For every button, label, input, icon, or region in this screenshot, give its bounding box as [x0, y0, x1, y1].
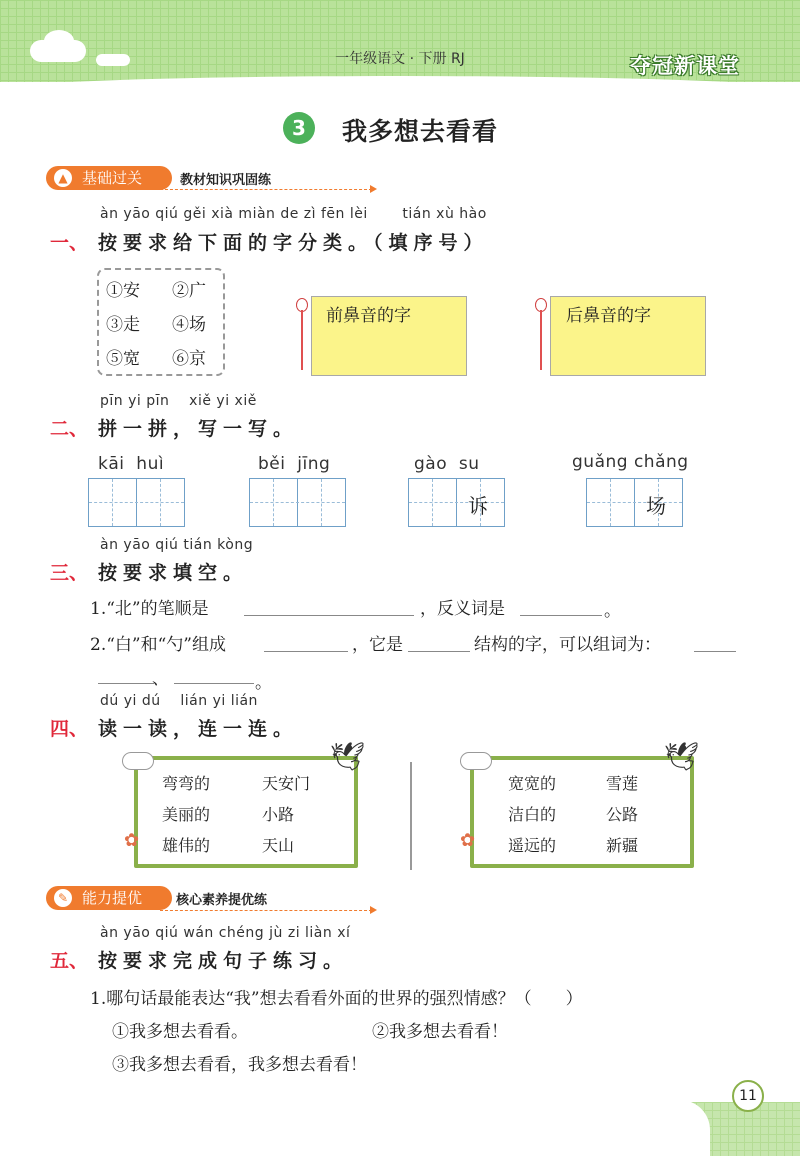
character-option: ③走 [106, 315, 140, 335]
answer-box-label: 前鼻音的字 [326, 306, 411, 326]
match-left-word[interactable]: 遥远的 [508, 836, 557, 855]
pin-icon [540, 310, 542, 370]
flower-icon: ✿ [460, 830, 476, 851]
answer-option[interactable]: ②我多想去看看！ [372, 1022, 508, 1042]
word-pinyin: kāi huì [98, 454, 165, 474]
section-banner-advanced [46, 886, 172, 910]
page-number: 11 [732, 1080, 764, 1112]
cloud-decoration [460, 752, 492, 770]
section-divider [160, 189, 372, 190]
mountain-icon: ▲ [54, 169, 72, 187]
swallow-icon: 🕊 [664, 740, 700, 773]
column-divider [410, 762, 412, 870]
section-divider [160, 910, 372, 911]
question-pinyin: àn yāo qiú gěi xià miàn de zì fēn lèi tián xù hào [100, 206, 487, 222]
question-number: 五、 [50, 950, 89, 972]
answer-option[interactable]: ①我多想去看看。 [112, 1022, 248, 1042]
book-title: 一年级语文 · 下册 RJ [335, 51, 465, 67]
question-number: 三、 [50, 562, 89, 584]
match-right-word[interactable]: 公路 [606, 805, 639, 824]
match-left-word[interactable]: 宽宽的 [508, 774, 557, 793]
flower-icon: ✿ [124, 830, 140, 851]
answer-option[interactable]: ③我多想去看看，我多想去看看！ [112, 1055, 367, 1075]
character-option: ⑥京 [172, 349, 206, 369]
section-subtitle: 教材知识巩固练 [180, 173, 272, 188]
question-text: 拼一拼，写一写。 [98, 418, 299, 440]
word-pinyin: gào su [414, 454, 480, 474]
fill-item-text: ，它是 [352, 635, 403, 655]
fill-item-text: 结构的字，可以组词为： [474, 635, 661, 655]
match-left-word[interactable]: 美丽的 [162, 805, 211, 824]
brand-logo: 夺冠新课堂 [630, 54, 740, 78]
footer-band [0, 1100, 710, 1156]
fill-item-text: 。 [604, 601, 621, 621]
pencil-icon: ✎ [54, 889, 72, 907]
given-character: 诉 [468, 494, 488, 518]
answer-blank[interactable] [98, 683, 154, 684]
writing-grid[interactable] [408, 478, 505, 527]
section-label: 基础过关 [82, 169, 143, 187]
question-text: 按要求完成句子练习。 [98, 950, 349, 972]
character-option: ②广 [172, 281, 206, 301]
answer-blank[interactable] [408, 651, 470, 652]
character-option: ①安 [106, 281, 140, 301]
writing-grid[interactable] [586, 478, 683, 527]
question-item: 1.哪句话最能表达“我”想去看看外面的世界的强烈情感？（ ） [90, 989, 583, 1009]
match-right-word[interactable]: 天安门 [262, 774, 311, 793]
answer-blank[interactable] [174, 683, 254, 684]
question-pinyin: dú yi dú lián yi lián [100, 693, 258, 709]
given-character: 场 [646, 494, 666, 518]
swallow-icon: 🕊 [330, 740, 366, 773]
arrow-icon [370, 906, 377, 914]
question-pinyin: pīn yi pīn xiě yi xiě [100, 393, 257, 409]
answer-blank[interactable] [264, 651, 348, 652]
section-banner-basic [46, 166, 172, 190]
match-left-word[interactable]: 洁白的 [508, 805, 557, 824]
fill-item-text: 1.“北”的笔顺是 [90, 599, 209, 619]
writing-grid[interactable] [249, 478, 346, 527]
lesson-number: 3 [283, 112, 315, 144]
match-right-word[interactable]: 新疆 [606, 836, 639, 855]
answer-blank[interactable] [244, 615, 414, 616]
word-pinyin: guǎng chǎng [572, 452, 689, 472]
answer-box-label: 后鼻音的字 [566, 306, 651, 326]
question-pinyin: àn yāo qiú wán chéng jù zi liàn xí [100, 925, 351, 941]
writing-grid[interactable] [88, 478, 185, 527]
answer-blank[interactable] [520, 615, 602, 616]
match-left-word[interactable]: 雄伟的 [162, 836, 211, 855]
question-number: 一、 [50, 232, 89, 254]
character-option: ⑤宽 [106, 349, 140, 369]
match-right-word[interactable]: 小路 [262, 805, 295, 824]
match-right-word[interactable]: 雪莲 [606, 774, 639, 793]
arrow-icon [370, 185, 377, 193]
answer-blank[interactable] [694, 651, 736, 652]
fill-item-text: 2.“白”和“勺”组成 [90, 635, 226, 655]
question-number: 二、 [50, 418, 89, 440]
fill-item-text: ，反义词是 [420, 599, 505, 619]
character-option: ④场 [172, 315, 206, 335]
question-text: 读一读，连一连。 [98, 718, 299, 740]
fill-item-text: 。 [255, 673, 272, 693]
section-label: 能力提优 [82, 889, 143, 907]
lesson-title: 我多想去看看 [342, 117, 499, 146]
word-pinyin: běi jīng [258, 454, 331, 474]
match-left-word[interactable]: 弯弯的 [162, 774, 211, 793]
question-text: 按要求填空。 [98, 562, 249, 584]
fill-item-text: 、 [152, 669, 169, 689]
question-text: 按要求给下面的字分类。（填序号） [98, 232, 489, 254]
matching-frame-right [470, 756, 694, 868]
section-subtitle: 核心素养提优练 [176, 893, 268, 908]
question-pinyin: àn yāo qiú tián kòng [100, 537, 254, 553]
question-number: 四、 [50, 718, 89, 740]
cloud-decoration [122, 752, 154, 770]
match-right-word[interactable]: 天山 [262, 836, 295, 855]
pin-icon [301, 310, 303, 370]
